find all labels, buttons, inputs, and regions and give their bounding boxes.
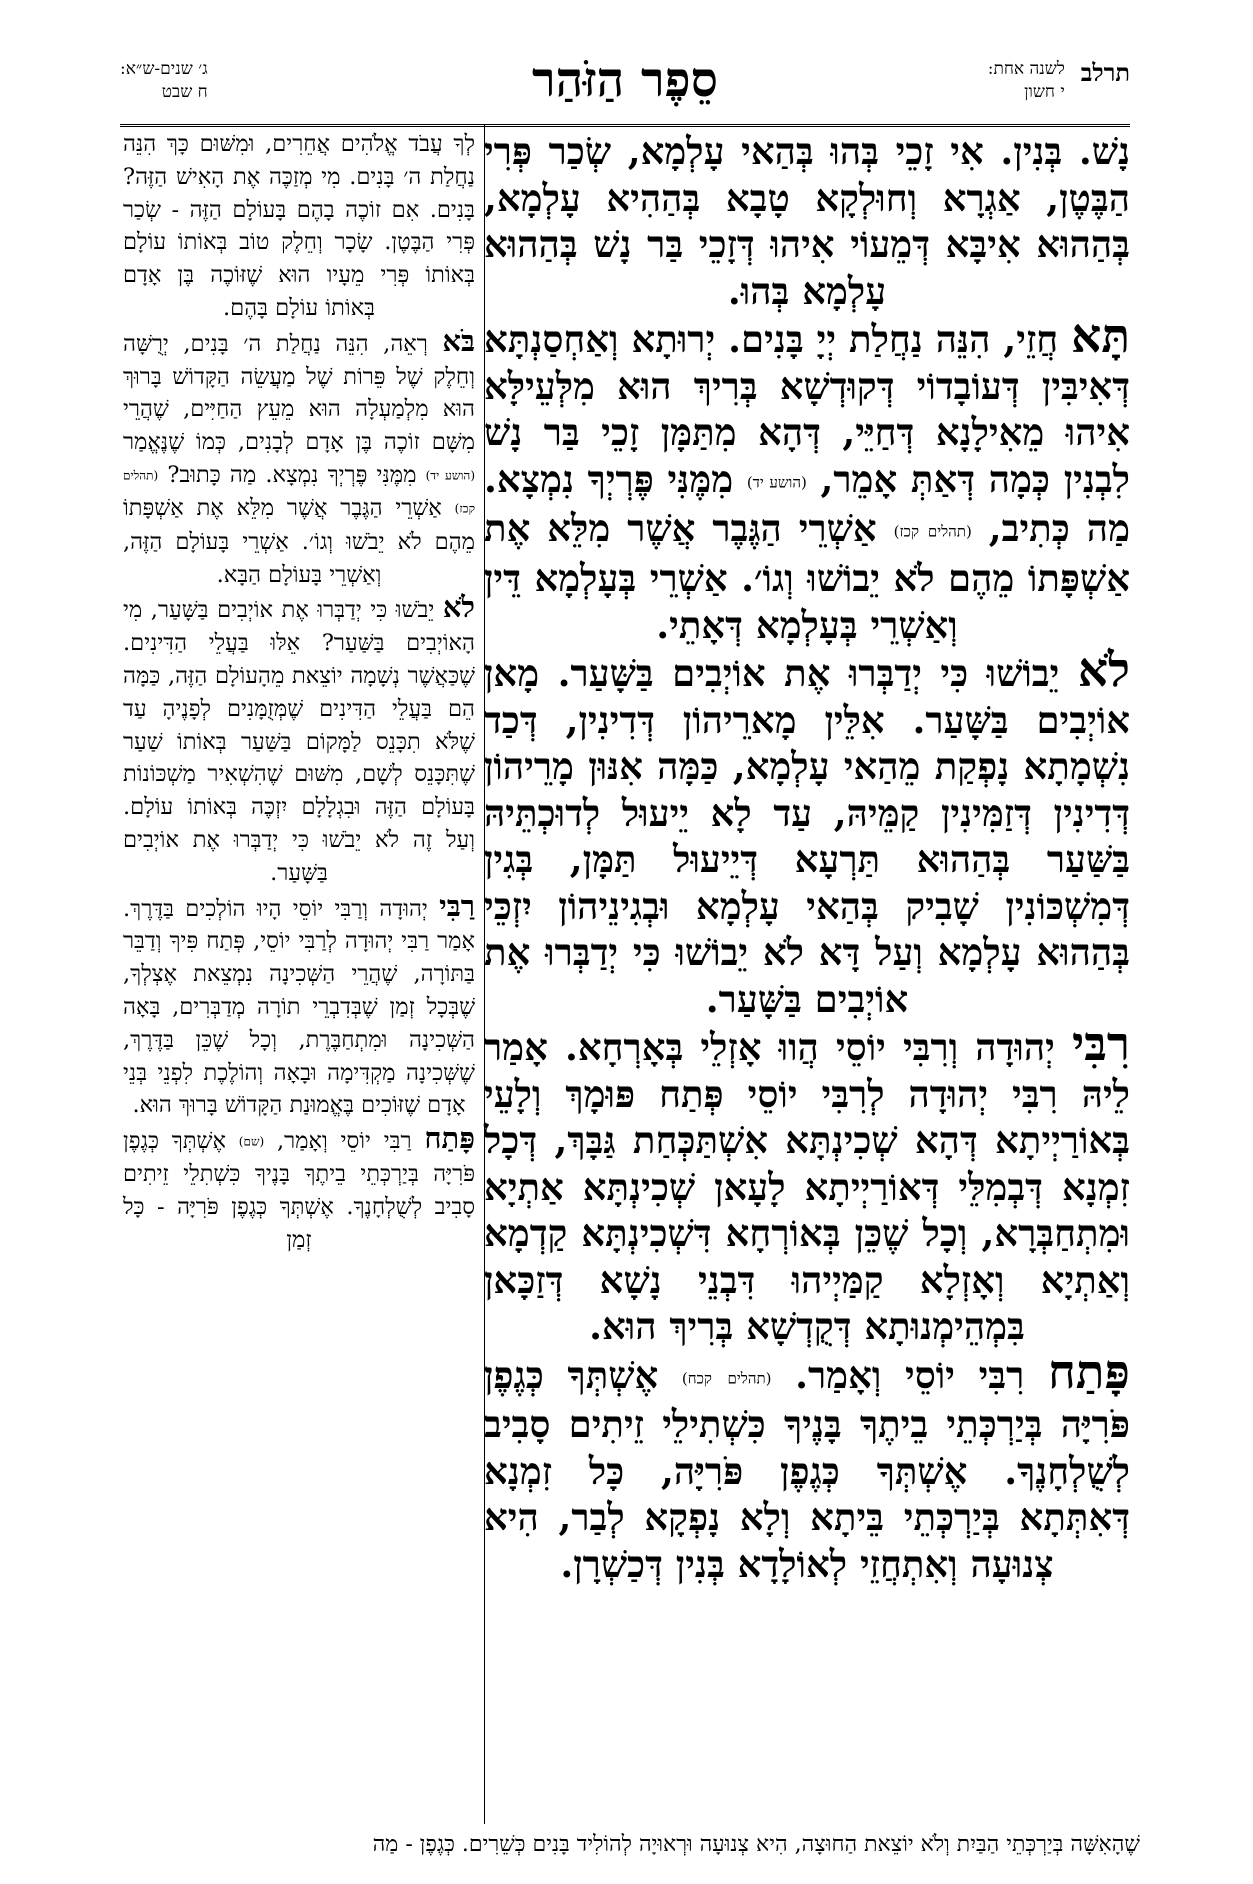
main-p5-text-b: אֶשְׁתְּךָ כְּגֶפֶן פֹּרִיָּה בְּיַרְכְּתֵי בֵיתֶךָ בָּנֶיךָ כִּשְׁתִילֵי זֵיתִים סָבִיב לְשֻׁלְחָנֶךָ. אֶשְׁתְּךָ כְּגֶפֶן פֹּרִיָּה, כָּל זִמְנָא דְּאִתְּתָא בְּיַרְכְּתֵי בֵּיתָא וְלָא נָפְקָא לְבַר, הִיא צְנוּעָה וְאִתְחֲזֵי לְאוֹלָדָא בְּנִין דְּכַשְׁרָן.: [484, 1352, 1130, 1586]
side-p5-ref-a: (שם): [238, 1134, 265, 1149]
side-paragraph-2: [123, 325, 475, 592]
main-p3-lead: לֹא: [1077, 643, 1130, 698]
side-p5-text-a: רַבִּי יוֹסֵי וְאָמַר,: [264, 1128, 425, 1155]
side-p5-text-b: אֶשְׁתְּךָ כְּגֶפֶן פֹּרִיָּה בְּיַרְכְּתֵי בֵיתֶךָ בָּנֶיךָ כִּשְׁתִלֵי זֵיתִים סָבִיב לְשֻׁלְחָנֶךָ. אֶשְׁתְּךָ כְּגֶפֶן פֹּרִיָּה - כָּל זְמַן: [123, 1128, 475, 1254]
main-p2-lead: תָּא: [1071, 309, 1130, 364]
main-paragraph-5: [484, 1344, 1130, 1588]
side-p4-text: יְהוּדָה וְרַבִּי יוֹסֵי הָיוּ הוֹלְכִים בַּדֶּרֶךְ. אָמַר רַבִּי יְהוּדָה לְרַבִּי יוֹסֵי, פְּתַח פִּיךָ וְדַבֵּר בַּתּוֹרָה, שֶׁהֲרֵי הַשְּׁכִינָה נִמְצֵאת אֶצְלְךָ, שֶׁבְּכָל זְמַן שֶׁבְּדִבְרֵי תוֹרָה מְדַבְּרִים, בָּאָה הַשְּׁכִינָה וּמִתְחַבֶּרֶת, וְכָל שֶׁכֵּן בַּדֶּרֶךְ, שֶׁשְּׁכִינָה מַקְדִּימָה וּבָאָה וְהוֹלֶכֶת לִפְנֵי בְּנֵי אָדָם שֶׁזּוֹכִים בֶּאֱמוּנַת הַקָּדוֹשׁ בָּרוּךְ הוּא.: [123, 895, 475, 1119]
side-paragraph-5: [123, 1122, 475, 1257]
daily-schedule: [988, 58, 1065, 104]
side-p1-text: לְךָ עֲבֹד אֱלֹהִים אֲחֵרִים, וּמִשּׁוּם כָּךְ הִנֵּה נַחֲלַת ה׳ בָּנִים. מִי מְזַכֶּה אֶת הָאִישׁ הַזֶּה? בָּנִים. אִם זוֹכֶה בָהֶם בָּעוֹלָם הַזֶּה - שְׂכַר פְּרִי הַבֶּטֶן. שָׂכָר וְחֵלֶק טוֹב בְּאוֹתוֹ עוֹלָם בְּאוֹתוֹ פְּרִי מֵעָיו הוּא שֶׁזּוֹכֶה בֶּן אָדָם בְּאוֹתוֹ עוֹלָם בָּהֶם.: [123, 131, 475, 321]
main-p5-lead: פָּתַח: [1047, 1344, 1130, 1400]
main-p1-text: נָשׁ. בְּנִין. אִי זָכֵי בְּהוּ בְּהַאי עָלְמָא, שְׂכַר פְּרִי הַבֶּטֶן, אַגְרָא וְחוּלְקָא טָבָא בְּהַהִיא עָלְמָא, בְּהַהוּא אִיבָּא דְּמֵעוֹי אִיהוּ דְּזָכֵי בַּר נָשׁ בְּהַהוּא עָלְמָא בְּהוּ.: [484, 129, 1130, 313]
main-p3-text: יֵבוֹשׁוּ כִּי יְדַבְּרוּ אֶת אוֹיְבִים בַּשָּׁעַר. מָאן אוֹיְבִים בַּשָּׁעַר. אִלֵּין מָארֵיהוֹן דְּדִינִין, דְּכַד נִשְׁמָתָא נָפְקַת מֵהַאי עָלְמָא, כַּמָּה אִנּוּן מָרֵיהוֹן דְּדִינִין דְּזַמִּינִין קַמֵּיהּ, עַד לָא יֵיעוּל לְדוּכְתֵּיהּ בַּשַּׁעַר בְּהַהוּא תַּרְעָא דְּיֵיעוּל תַּמָּן, בְּגִין דְּמִשְׁכּוֹנִין שָׁבִיק בְּהַאי עָלְמָא וּבְגִינֵיהוֹן יִזְכֵּי בְּהַהוּא עָלְמָא וְעַל דָּא לֹא יֵבוֹשׁוּ כִּי יְדַבְּרוּ אֶת אוֹיְבִים בַּשָּׁעַר.: [484, 651, 1130, 1021]
cycle-label: ג׳ שנים-ש״א:: [120, 59, 208, 79]
side-p2-ref-a: (הושע יד): [425, 468, 475, 483]
side-p3-lead: לֹא: [442, 590, 475, 625]
main-paragraph-3: [484, 643, 1130, 1022]
page-header: [120, 52, 1130, 122]
main-p2-ref-b: (תהלים קכז): [893, 522, 972, 541]
side-p2-lead: בֹּא: [442, 323, 475, 358]
header-rule: [120, 124, 1130, 127]
side-p2-text-c: אַשְׁרֵי הַגֶּבֶר אֲשֶׁר מִלֵּא אֶת אַשְׁפָּתוֹ מֵהֶם לֹא יֵבֹשׁוּ וְגוֹ׳. אַשְׁרֵי בָּעוֹלָם הַזֶּה, וְאַשְׁרֵי בָּעוֹלָם הַבָּא.: [123, 495, 475, 588]
header-right: [988, 58, 1130, 104]
cycle-date: ח שבט: [161, 81, 208, 102]
continuation-footer: שֶׁהָאִשָּׁה בְּיַרְכְּתֵי הַבַּיִת וְלֹא יוֹצֵאת הַחוּצָה, הִיא צְנוּעָה וּרְאוּיָה לְהוֹלִיד בָּנִים כְּשֵׁרִים. כְּגֶפֶן - מַה: [372, 1832, 1140, 1857]
side-paragraph-3: [123, 591, 475, 889]
hebrew-translation-column: [123, 128, 475, 1824]
side-p2-ref-b: (תהלים קכז): [123, 468, 475, 516]
main-p2-text-c: אַשְׁרֵי הַגֶּבֶר אֲשֶׁר מִלֵּא אֶת אַשְׁפָּתוֹ מֵהֶם לֹא יֵבוֹשׁוּ וְגוֹ׳. אַשְׁרֵי בְּעָלְמָא דֵּין וְאַשְׁרֵי בְּעָלְמָא דְּאָתֵי.: [484, 506, 1130, 647]
side-p2-text-a: רְאֵה, הִנֵּה נַחֲלַת ה׳ בָּנִים, יְרֻשָּׁה וְחֵלֶק שֶׁל פֵּרוֹת שֶׁל מַעֲשֵׂה הַקָּדוֹשׁ בָּרוּךְ הוּא מִלְמַעְלָה הוּא מֵעֵץ הַחַיִּים, שֶׁהֲרֵי מִשָּׁם זוֹכֶה בֶּן אָדָם לְבָנִים, כְּמוֹ שֶׁנֶּאֱמַר: [123, 330, 475, 456]
header-left: [120, 58, 208, 104]
main-p5-text-a: רִבִּי יוֹסֵי וְאָמַר.: [771, 1352, 1048, 1397]
main-paragraph-1: [484, 128, 1130, 314]
aramaic-text-column: [484, 128, 1130, 1824]
main-paragraph-2: [484, 309, 1131, 648]
side-paragraph-1: [123, 128, 475, 325]
side-p4-lead: רַבִּי: [439, 888, 475, 923]
main-p2-text-b: מִמֶּנִּי פֶּרְיְךָ נִמְצָא. מַה כְּתִיב,: [484, 456, 1131, 551]
main-paragraph-4: [484, 1017, 1130, 1350]
main-p2-text-a: חֲזֵי, הִנֵּה נַחֲלַת יְיָ בָּנִים. יְרוּתָא וְאַחְסַנְתָּא דְּאִיבִּין דְּעוֹבָדוֹי דְּקוּדְשָׁא בְּרִיךְ הוּא מִלְּעֵילָּא אִיהוּ מֵאִילָנָא דְּחַיֵּי, דְּהָא מִתַּמָּן זָכֵי בַּר נָשׁ לִבְנִין כְּמָה דְּאַתְּ אָמֵר,: [484, 317, 1130, 501]
side-p5-lead: פָּתַח: [424, 1121, 475, 1156]
side-p2-text-b: מִמֶּנִּי פֶּרְיְךָ נִמְצָא. מַה כָּתוּב?: [158, 461, 426, 488]
main-p4-lead: רִבִּי: [1071, 1017, 1130, 1072]
main-p5-ref-a: (תהלים קכח): [681, 1368, 772, 1387]
schedule-date: י חשון: [1024, 81, 1065, 102]
side-paragraph-4: [123, 890, 475, 1123]
main-p2-ref-a: (הושע יד): [746, 472, 807, 491]
main-p4-text: יְהוּדָה וְרִבִּי יוֹסֵי הֲווּ אָזְלֵי בְּאָרְחָא. אָמַר לֵיהּ רִבִּי יְהוּדָה לְרִבִּי יוֹסֵי פְּתַח פּוּמָךְ וְלָעֵי בְּאוֹרַיְיתָא דְּהָא שְׁכִינְתָּא אִשְׁתַּכְּחַת גַּבָּךְ, דְּכָל זִמְנָא דְּבְמִלֵּי דְּאוֹרַיְיתָא לָעָאן שְׁכִינְתָּא אַתְיָא וּמִתְחַבְּרָא, וְכָל שֶׁכֵּן בְּאוֹרְחָא דִּשְׁכִינְתָּא קַדְמָא וְאַתְיָא וְאָזְלָא קַמַּיְיהוּ דִּבְנֵי נָשָׁא דְּזַכָּאן בִּמְהֵימְנוּתָא דְּקֻדְשָׁא בְּרִיךְ הוּא.: [484, 1025, 1130, 1348]
page-number: תרלב: [1080, 58, 1130, 87]
schedule-label: לשנה אחת:: [987, 59, 1065, 79]
side-p3-text: יֵבֹשׁוּ כִּי יְדַבְּרוּ אֶת אוֹיְבִים בַּשָּׁעַר, מִי הָאוֹיְבִים בַּשַּׁעַר? אֵלּוּ בַּעֲלֵי הַדִּינִים. שֶׁכַּאֲשֶׁר נְשָׁמָה יוֹצֵאת מֵהָעוֹלָם הַזֶּה, כַּמָּה הֵם בַּעֲלֵי הַדִּינִים שֶׁמְּזֻמָּנִים לְפָנֶיהָ עַד שֶׁלֹּא תִכָּנֵס לַמָּקוֹם בַּשַּׁעַר בְּאוֹתוֹ שַׁעַר שֶׁתִּכָּנֵס לְשָׁם, מִשּׁוּם שֶׁהִשְׁאִיר מַשְׁכּוֹנוֹת בָּעוֹלָם הַזֶּה וּבִגְלָלָם יִזְכֶּה בְּאוֹתוֹ עוֹלָם. וְעַל זֶה לֹא יֵבֹשׁוּ כִּי יְדַבְּרוּ אֶת אוֹיְבִים בַּשָּׁעַר.: [123, 597, 475, 886]
book-title: סֵפֶר הַזֹּהַר: [532, 52, 718, 108]
